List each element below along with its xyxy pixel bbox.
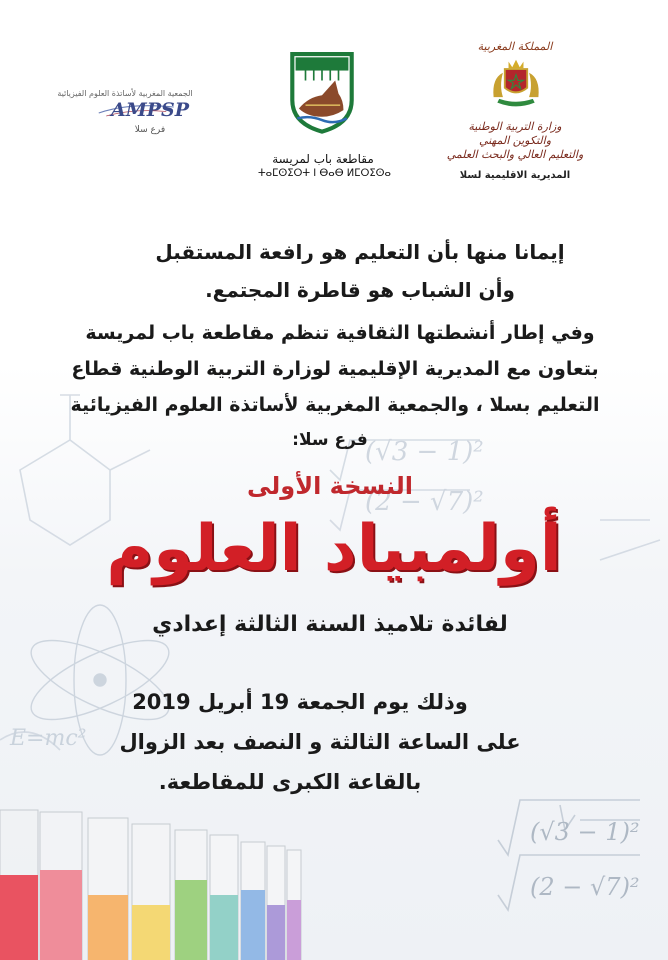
venue-line: بالقاعة الكبرى للمقاطعة. (158, 770, 422, 794)
district-logo-block (258, 40, 392, 190)
ministry-line-1: وزارة التربية الوطنية (468, 120, 562, 133)
association-logo-block (40, 85, 210, 145)
district-shield-icon (289, 44, 355, 140)
svg-text:(2 − √7)²: (2 − √7)² (530, 873, 640, 901)
association-name: الجمعية المغربية لأساتذة العلوم الفيزيائية (57, 89, 193, 98)
ministry-logo-block (430, 40, 600, 195)
intro-line-2: وأن الشباب هو قاطرة المجتمع. (205, 278, 515, 302)
event-title: أولمبياد العلوم (106, 512, 562, 586)
intro-line-1: إيمانا منها بأن التعليم هو رافعة المستقبل (155, 240, 565, 264)
svg-text:(√3 − 1)²: (√3 − 1)² (365, 437, 484, 467)
para-line-3: التعليم بسلا ، والجمعية المغربية لأساتذة العلوم الفيزيائية (70, 394, 600, 416)
test-tubes-icon (0, 810, 301, 960)
association-acronym: AMPSP (110, 99, 190, 121)
ministry-line-2: والتكوين المهني (478, 134, 552, 147)
ministry-line-3: والتعليم العالي والبحث العلمي (446, 148, 584, 161)
svg-text:E=mc²: E=mc² (10, 726, 87, 751)
kingdom-label: المملكة المغربية (477, 40, 553, 53)
district-name-ar: مقاطعة باب لمريسة (272, 152, 374, 166)
audience-line: لفائدة تلاميذ السنة الثالثة إعدادي (152, 612, 508, 637)
para-line-1: وفي إطار أنشطتها الثقافية تنظم مقاطعة باب لمريسة (85, 322, 595, 344)
svg-text:(2 − √7)²: (2 − √7)² (365, 487, 484, 517)
para-line-4: فرع سلا: (292, 430, 368, 450)
edition-label: النسخة الأولى (247, 472, 413, 500)
district-name-tifinagh: ⵜⴰⵎⵙⵉⵔⵜ ⵏ ⴱⴰⴱ ⵍⵎⵔⵉⵙⴰ (258, 168, 392, 179)
para-line-2: بتعاون مع المديرية الإقليمية لوزارة التربية الوطنية قطاع (71, 358, 599, 380)
moroccan-coat-of-arms-icon (488, 56, 544, 112)
svg-text:(√3 − 1)²: (√3 − 1)² (530, 818, 640, 846)
time-line: على الساعة الثالثة و النصف بعد الزوال (119, 730, 521, 754)
association-branch: فرع سلا (134, 125, 166, 135)
date-line: وذلك يوم الجمعة 19 أبريل 2019 (132, 690, 468, 714)
directorate-label: المديرية الاقليمية لسلا (459, 170, 571, 181)
